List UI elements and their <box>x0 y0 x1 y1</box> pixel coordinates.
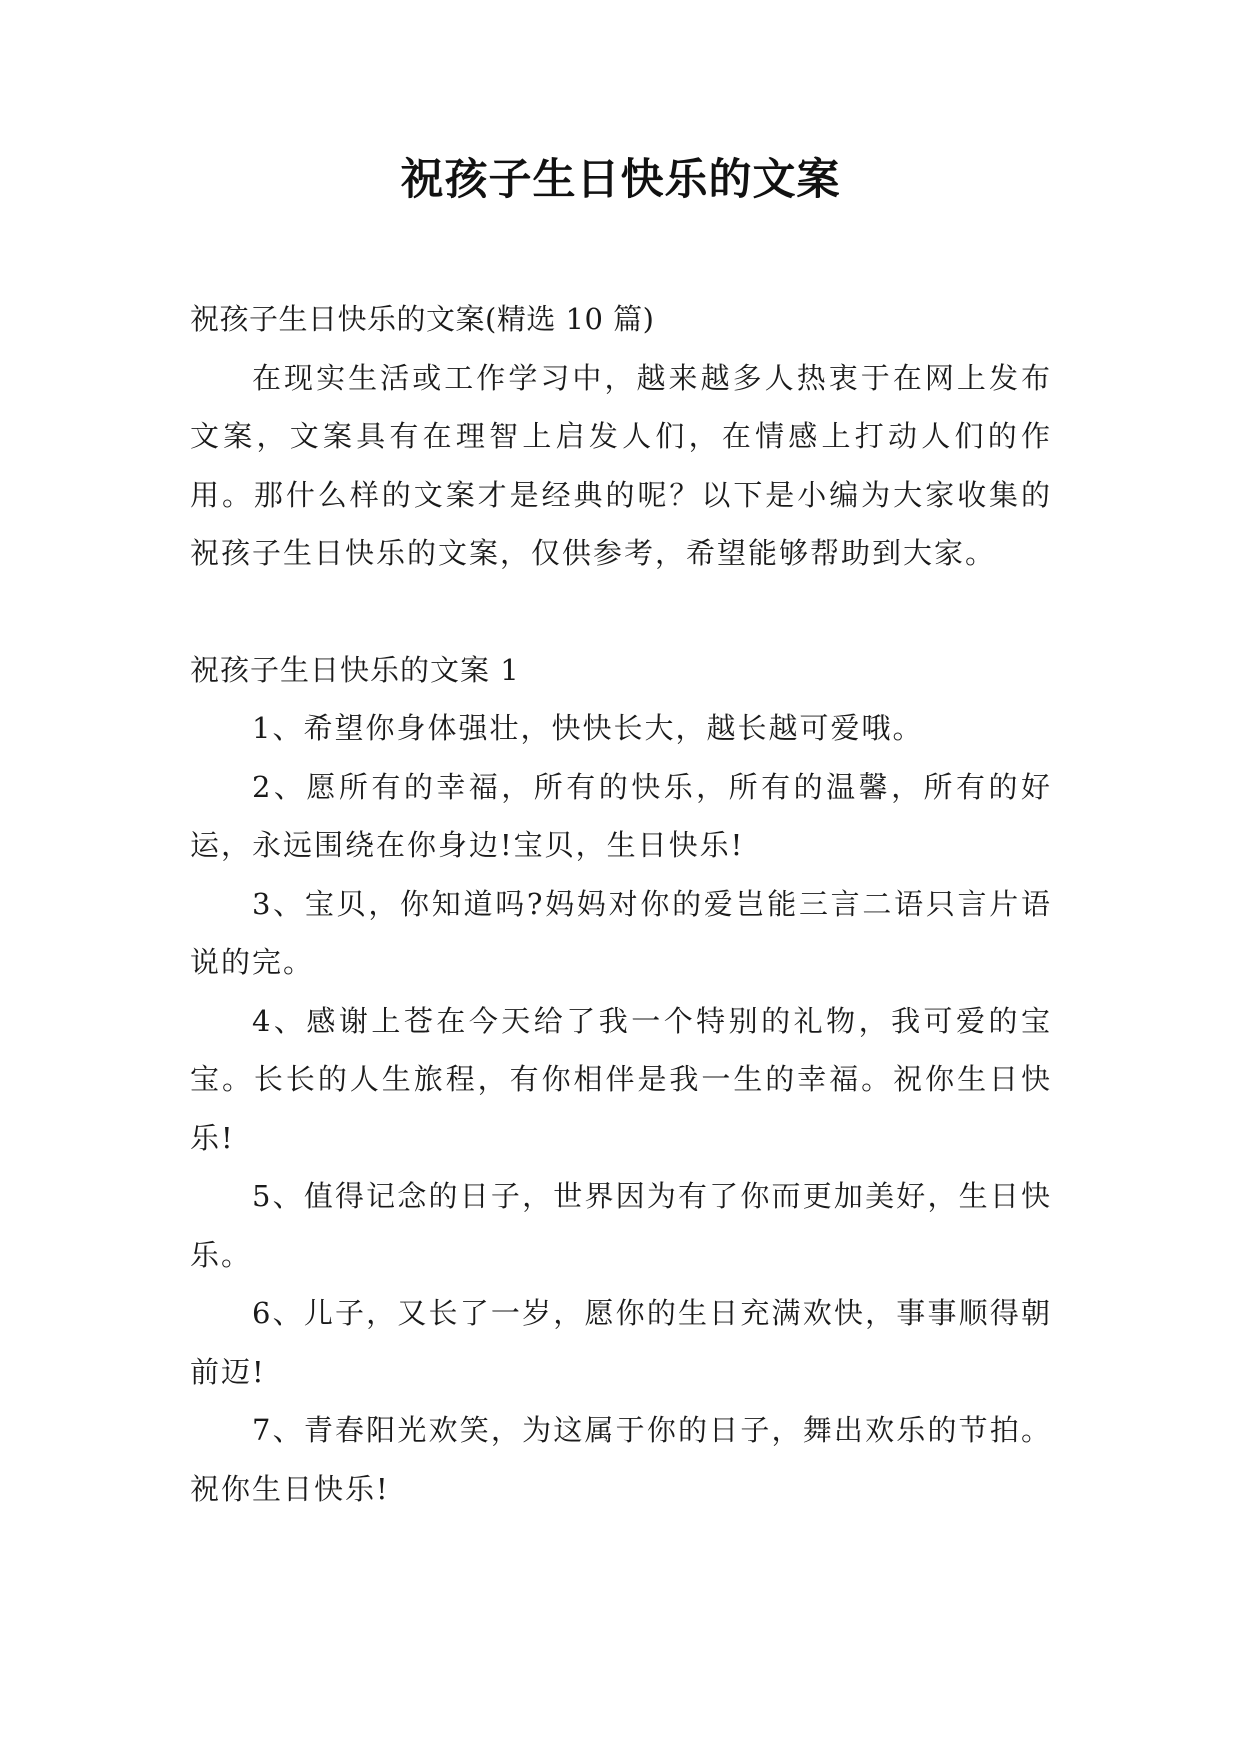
list-item: 1、希望你身体强壮，快快长大，越长越可爱哦。 <box>252 711 924 745</box>
section-heading: 祝孩子生日快乐的文案 1 <box>190 652 520 687</box>
document-title: 祝孩子生日快乐的文案 <box>400 155 841 205</box>
list-item: 5、值得记念的日子，世界因为有了你而更加美好，生日快乐。 <box>190 1179 1052 1272</box>
paragraph-gap <box>190 583 1052 641</box>
list-item: 2、愿所有的幸福，所有的快乐，所有的温馨，所有的好运，永远围绕在你身边!宝贝，生日快乐! <box>190 769 1052 862</box>
list-item: 4、感谢上苍在今天给了我一个特别的礼物，我可爱的宝宝。长长的人生旅程，有你相伴是我一生的幸福。祝你生日快乐! <box>190 1003 1052 1155</box>
list-item: 3、宝贝，你知道吗?妈妈对你的爱岂能三言二语只言片语说的完。 <box>190 886 1052 979</box>
document-body <box>190 290 1052 1518</box>
document-subtitle: 祝孩子生日快乐的文案(精选 10 篇) <box>190 302 655 336</box>
intro-paragraph: 在现实生活或工作学习中，越来越多人热衷于在网上发布文案，文案具有在理智上启发人们，在情感上打动人们的作用。那什么样的文案才是经典的呢？以下是小编为大家收集的祝孩子生日快乐的文案，仅供参考，希望能够帮助到大家。 <box>190 360 1052 570</box>
list-item: 6、儿子，又长了一岁，愿你的生日充满欢快，事事顺得朝前迈! <box>190 1296 1052 1389</box>
list-item: 7、青春阳光欢笑，为这属于你的日子，舞出欢乐的节拍。祝你生日快乐! <box>190 1413 1052 1506</box>
